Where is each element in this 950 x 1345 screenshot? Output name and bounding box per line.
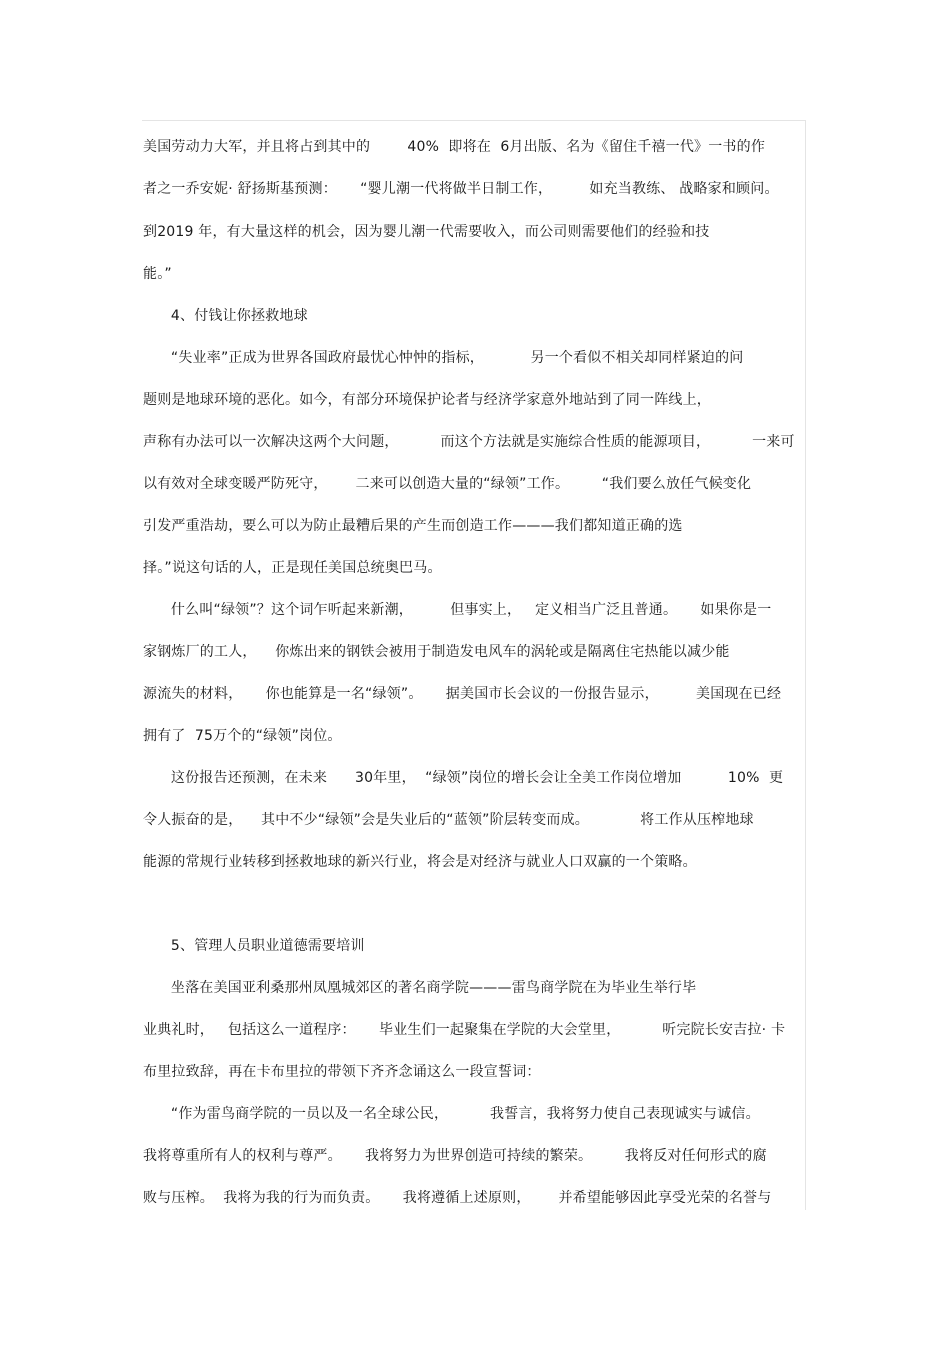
text-line: 引发严重浩劫，要么可以为防止最糟后果的产生而创造工作———我们都知道正确的选	[143, 518, 683, 534]
section-heading: 4、付钱让你拯救地球	[143, 308, 308, 324]
text-line: 美国劳动力大军，并且将占到其中的 40% 即将在 6月出版、名为《留住千禧一代》一书的作	[143, 139, 766, 155]
text-line: 家钢炼厂的工人， 你炼出来的钢铁会被用于制造发电风车的涡轮或是隔离住宅热能以减少能	[143, 644, 730, 660]
text-line: 源流失的材料， 你也能算是一名“绿领”。 据美国市长会议的一份报告显示， 美国现在已经	[143, 686, 782, 702]
text-line: 声称有办法可以一次解决这两个大问题， 而这个方法就是实施综合性质的能源项目， 一来可	[143, 434, 795, 450]
text-line: 择。”说这句话的人，正是现任美国总统奥巴马。	[143, 560, 442, 576]
text-line: 题则是地球环境的恶化。如今，有部分环境保护论者与经济学家意外地站到了同一阵线上，	[143, 392, 711, 408]
text-line: 败与压榨。 我将为我的行为而负责。 我将遵循上述原则， 并希望能够因此享受光荣的名誉与	[143, 1190, 772, 1206]
text-line: 拥有了 75万个的“绿领”岗位。	[143, 728, 342, 744]
text-line: 这份报告还预测，在未来 30年里， “绿领”岗位的增长会让全美工作岗位增加 10% 更	[143, 770, 784, 786]
text-line: 我将尊重所有人的权利与尊严。 我将努力为世界创造可持续的繁荣。 我将反对任何形式的腐	[143, 1148, 767, 1164]
section-heading: 5、管理人员职业道德需要培训	[143, 938, 365, 954]
text-line: 能。”	[143, 266, 172, 282]
text-line: 布里拉致辞，再在卡布里拉的带领下齐齐念诵这么一段宣誓词：	[143, 1064, 541, 1080]
text-line: “失业率”正成为世界各国政府最忧心忡忡的指标， 另一个看似不相关却同样紧迫的问	[143, 350, 744, 366]
text-line: 令人振奋的是， 其中不少“绿领”会是失业后的“蓝领”阶层转变而成。 将工作从压榨地球	[143, 812, 754, 828]
text-line: 业典礼时， 包括这么一道程序： 毕业生们一起聚集在学院的大会堂里， 听完院长安吉拉· 卡	[143, 1022, 786, 1038]
text-line: “作为雷鸟商学院的一员以及一名全球公民， 我誓言，我将努力使自己表现诚实与诚信。	[143, 1106, 760, 1122]
text-line: 坐落在美国亚利桑那州凤凰城郊区的著名商学院———雷鸟商学院在为毕业生举行毕	[143, 980, 697, 996]
text-line: 到2019 年，有大量这样的机会，因为婴儿潮一代需要收入，而公司则需要他们的经验和技	[143, 224, 710, 240]
text-line: 者之一乔安妮· 舒扬斯基预测： “婴儿潮一代将做半日制工作， 如充当教练、 战略家和顾问。	[143, 181, 779, 197]
text-line: 什么叫“绿领”？这个词乍听起来新潮， 但事实上， 定义相当广泛且普通。 如果你是一	[143, 602, 772, 618]
text-line: 以有效对全球变暖严防死守， 二来可以创造大量的“绿领”工作。 “我们要么放任气候变化	[143, 476, 752, 492]
page-frame	[142, 120, 806, 1210]
text-line: 能源的常规行业转移到拯救地球的新兴行业，将会是对经济与就业人口双赢的一个策略。	[143, 854, 697, 870]
